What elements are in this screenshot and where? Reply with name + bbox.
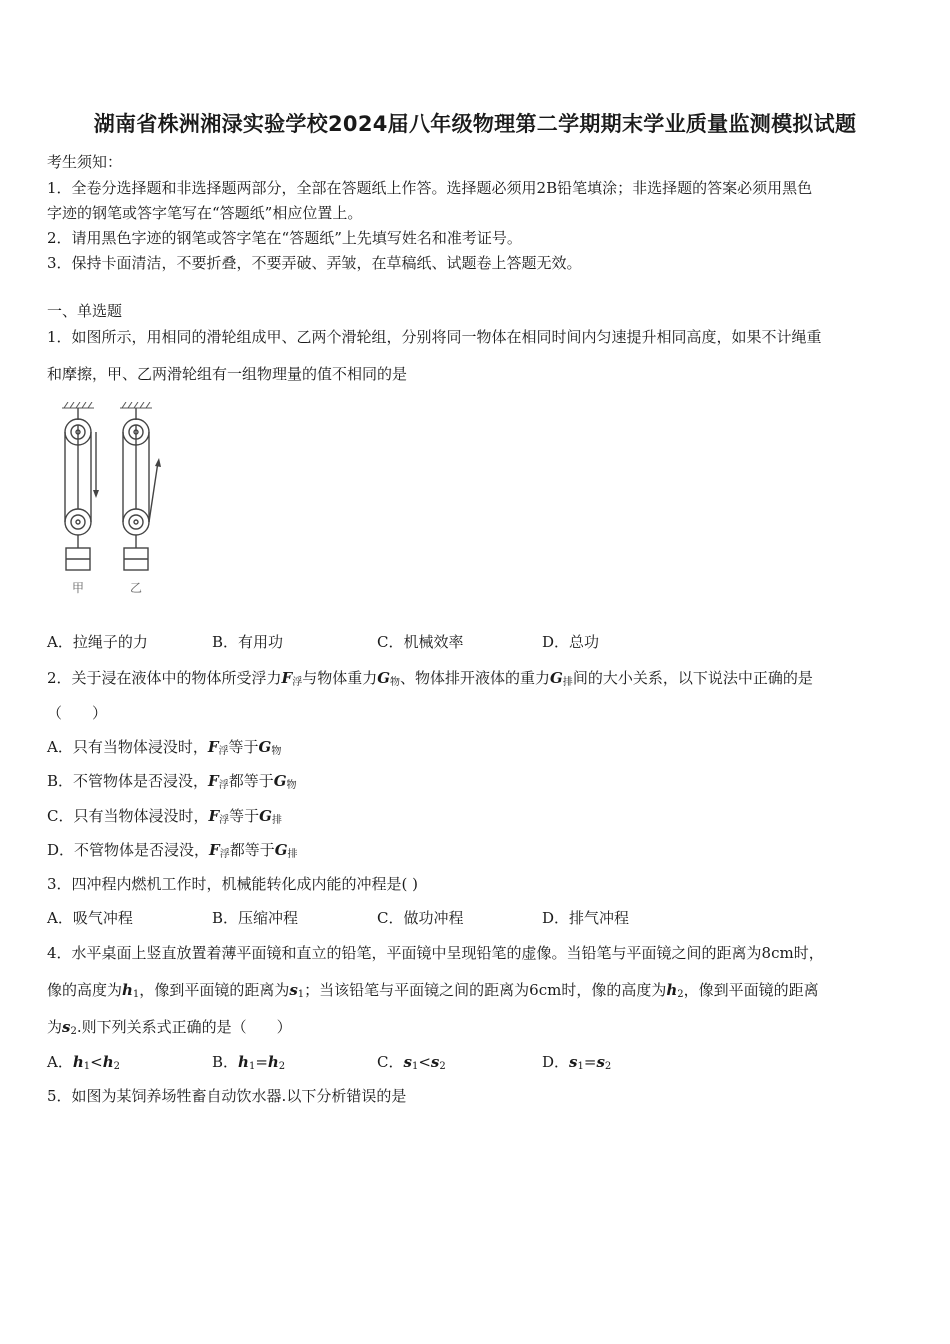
subscript: 2: [604, 1061, 612, 1072]
var-h: h: [666, 981, 678, 999]
operator: <: [418, 1053, 431, 1071]
subscript: 1: [577, 1061, 584, 1072]
q4-text: 为: [47, 1018, 63, 1036]
option-b[interactable]: B．压缩冲程: [212, 909, 299, 927]
option-d[interactable]: D．总功: [542, 633, 600, 651]
var-s: s: [289, 981, 298, 999]
option-b[interactable]: B．有用功: [212, 633, 284, 651]
var-h: h: [72, 1053, 84, 1071]
option-label: D．: [542, 1053, 570, 1071]
option-text: B．不管物体是否浸没，: [47, 772, 209, 790]
q2-paren: （ ）: [47, 704, 108, 722]
pulley-figure: [52, 402, 172, 598]
q4-text: ，像到平面镜的距离: [683, 981, 819, 999]
q1-stem-line1: 1．如图所示，用相同的滑轮组成甲、乙两个滑轮组，分别将同一物体在相同时间内匀速提升相同高度，如果不计绳重: [47, 328, 822, 346]
var-g: G: [259, 807, 272, 825]
operator: <: [90, 1053, 103, 1071]
option-text: A．只有当物体浸没时，: [47, 738, 208, 756]
var-f: F: [209, 841, 220, 859]
q4-stem-line3: [47, 1017, 292, 1042]
subscript: 浮: [219, 849, 230, 860]
var-g: G: [550, 669, 563, 687]
q4-stem-line1: 4．水平桌面上竖直放置着薄平面镜和直立的铅笔，平面镜中呈现铅笔的虚像。当铅笔与平面镜之间的距离为8cm时，: [47, 944, 824, 962]
var-s: s: [430, 1053, 440, 1071]
var-g: G: [377, 669, 391, 687]
q2-text: 与物体重力: [302, 669, 378, 687]
option-d[interactable]: D．排气冲程: [542, 909, 630, 927]
option-text: 都等于: [229, 841, 275, 859]
var-f: F: [208, 772, 219, 790]
var-s: s: [62, 1018, 71, 1036]
option-label: B．: [212, 1053, 239, 1071]
q4-text: .则下列关系式正确的是（ ）: [76, 1018, 292, 1036]
option-b[interactable]: [47, 771, 297, 796]
subscript: 1: [132, 989, 140, 1000]
q4-text: ，: [139, 981, 155, 999]
q2-text: 2．关于浸在液体中的物体所受浮力: [47, 669, 282, 687]
operator: =: [255, 1053, 268, 1071]
option-c[interactable]: [47, 806, 282, 831]
option-d[interactable]: [542, 1052, 611, 1077]
subscript: 1: [83, 1061, 91, 1072]
var-s: s: [596, 1053, 605, 1071]
option-label: A．: [47, 1053, 73, 1071]
q1-stem-line2: 和摩擦，甲、乙两滑轮组有一组物理量的值不相同的是: [47, 365, 408, 383]
q5-stem: 5．如图为某饲养场牲畜自动饮水器.以下分析错误的是: [47, 1087, 407, 1105]
q4-stem-line2: [47, 980, 819, 1005]
var-s: s: [403, 1053, 412, 1071]
var-f: F: [281, 669, 293, 687]
var-f: F: [207, 738, 219, 756]
subscript: 1: [248, 1061, 256, 1072]
option-text: 都等于: [228, 772, 274, 790]
page-title: 湖南省株洲湘渌实验学校2024届八年级物理第二学期期末学业质量监测模拟试题: [93, 112, 857, 136]
var-s: s: [569, 1053, 578, 1071]
q2-text: 间的大小关系，以下说法中正确的是: [572, 669, 813, 687]
subscript: 2: [677, 989, 684, 1000]
var-h: h: [238, 1053, 249, 1071]
var-f: F: [208, 807, 220, 825]
option-text: 等于: [229, 807, 260, 825]
option-label: C．: [377, 1053, 404, 1071]
q3-stem: 3．四冲程内燃机工作时，机械能转化成内能的冲程是( ): [47, 875, 419, 893]
option-a[interactable]: [47, 1052, 120, 1077]
option-text: D．不管物体是否浸没，: [47, 841, 210, 859]
subscript: 排: [287, 849, 298, 860]
figure-label-yi: 乙: [129, 581, 143, 595]
subscript: 排: [562, 677, 573, 688]
var-h: h: [122, 981, 133, 999]
notice-item: 1．全卷分选择题和非选择题两部分，全部在答题纸上作答。选择题必须用2B铅笔填涂；非选择题的答案必须用黑色: [47, 179, 813, 197]
option-text: C．只有当物体浸没时，: [47, 807, 209, 825]
option-c[interactable]: C．机械效率: [377, 633, 464, 651]
subscript: 2: [70, 1026, 77, 1037]
subscript: 浮: [292, 677, 303, 688]
var-g: G: [258, 738, 272, 756]
var-h: h: [102, 1053, 114, 1071]
subscript: 浮: [218, 746, 229, 757]
subscript: 1: [411, 1061, 419, 1072]
option-c[interactable]: C．做功冲程: [377, 909, 464, 927]
q4-text: ；当该铅笔与平面镜之间的距离为6cm时，像的高度为: [304, 981, 667, 999]
subscript: 浮: [218, 780, 229, 791]
q2-text: 、物体排开液体的重力: [400, 669, 551, 687]
option-a[interactable]: A．吸气冲程: [47, 909, 133, 927]
option-d[interactable]: [47, 840, 298, 865]
var-g: G: [274, 841, 288, 859]
option-b[interactable]: [212, 1052, 285, 1077]
q4-text: 像的高度为: [47, 981, 123, 999]
subscript: 排: [271, 815, 282, 826]
notice-item: 2．请用黑色字迹的钢笔或答字笔在“答题纸”上先填写姓名和准考证号。: [47, 229, 522, 247]
q2-stem: [47, 668, 813, 693]
q4-text: 像到平面镜的距离为: [154, 981, 290, 999]
subscript: 2: [113, 1061, 120, 1072]
subscript: 1: [297, 989, 305, 1000]
figure-label-jia: 甲: [71, 581, 85, 595]
operator: =: [583, 1053, 597, 1071]
subscript: 物: [390, 677, 401, 688]
section-heading: 一、单选题: [47, 302, 123, 320]
notice-header: 考生须知：: [47, 153, 123, 171]
subscript: 物: [286, 780, 297, 791]
var-h: h: [267, 1053, 279, 1071]
option-a[interactable]: [47, 737, 281, 762]
option-text: 等于: [228, 738, 259, 756]
subscript: 浮: [219, 815, 230, 826]
subscript: 2: [278, 1061, 286, 1072]
notice-item: 字迹的钢笔或答字笔写在“答题纸”相应位置上。: [47, 204, 363, 222]
notice-item: 3．保持卡面清洁，不要折叠，不要弄破、弄皱，在草稿纸、试题卷上答题无效。: [47, 254, 582, 272]
subscript: 2: [439, 1061, 446, 1072]
var-g: G: [273, 772, 287, 790]
option-a[interactable]: A．拉绳子的力: [47, 633, 148, 651]
option-c[interactable]: [377, 1052, 446, 1077]
subscript: 物: [271, 746, 282, 757]
